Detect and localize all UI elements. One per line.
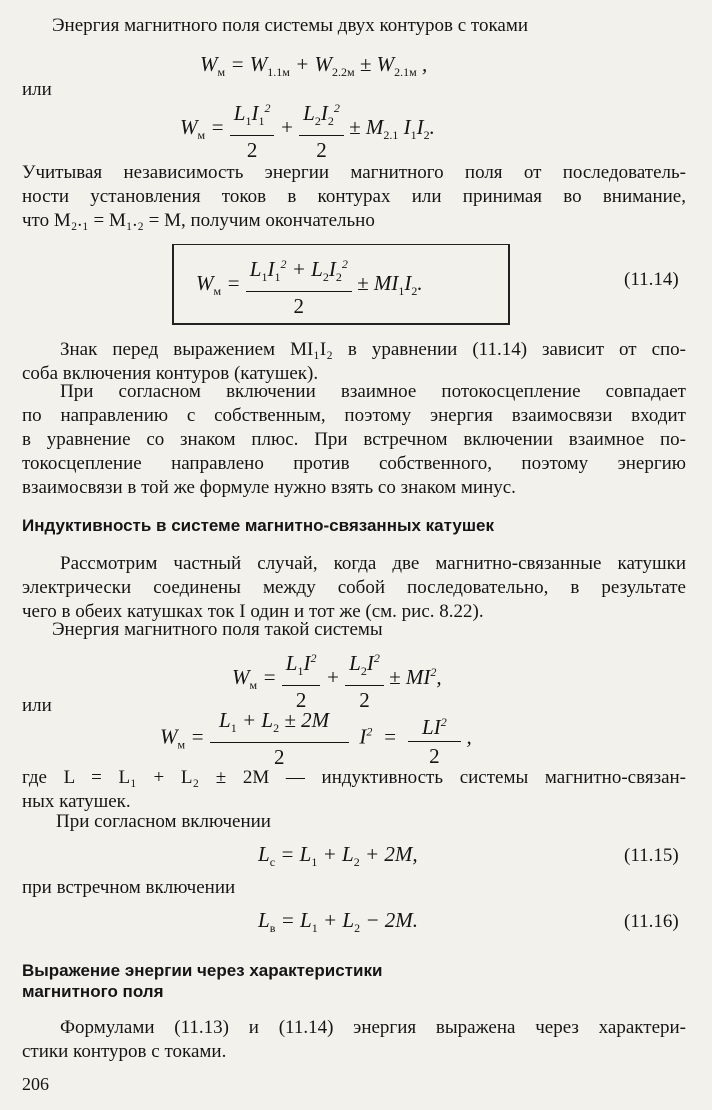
intro-text: Энергия магнитного поля системы двух контуров с токами: [52, 15, 529, 36]
para-sign-line-1: Знак перед выражением MI₁I₂ в уравнении (11.14) зависит от спо-: [60, 339, 686, 360]
formula-energy-inductance: $W_м$ = $\frac{L_1I_1^2}{2}$ + $\frac{L_2I_2^2}{2}$ ± $M_{2.1}$ $I_1I_2$.: [180, 96, 435, 162]
section-heading-field-energy-line-2: магнитного поля: [22, 982, 164, 1001]
formula-energy-sum: $W_м = W_{1.1м} + W_{2.2м} \pm W_{2.1м}$ ,: [200, 52, 428, 80]
formula-11-15: $L_с = L_1 + L_2 + 2M$,: [258, 842, 418, 870]
or-word-2: или: [22, 695, 52, 716]
para-independence-line-1: Учитывая независимость энергии магнитного поля от последователь-: [22, 162, 686, 183]
para-formulas-line-2: стики контуров с токами.: [22, 1041, 227, 1062]
para-consistent-connection: При согласном включении: [56, 811, 271, 832]
para-where-line-2: ных катушек.: [22, 791, 131, 812]
section-heading-field-energy-line-1: Выражение энергии через характеристики: [22, 961, 383, 980]
page-number: 206: [22, 1074, 49, 1094]
para-connection-line-5: взаимосвязи в той же формуле нужно взять со знаком минус.: [22, 477, 516, 498]
para-formulas-line-1: Формулами (11.13) и (11.14) энергия выражена через характери-: [60, 1017, 686, 1038]
para-special-case-line-3: чего в обеих катушках ток I один и тот же (см. рис. 8.22).: [22, 601, 484, 622]
para-opposite-connection: при встречном включении: [22, 877, 236, 898]
formula-energy-total-inductance: $W_м$ = $\frac{L_1 + L_2 \pm 2M}{2}$ $I^2$ = $\frac{LI^2}{2}$ ,: [160, 708, 472, 770]
para-independence-line-3: что M₂.₁ = M₁.₂ = M, получим окончательно: [22, 210, 375, 231]
equation-number-11-16: (11.16): [624, 911, 679, 932]
para-connection-line-4: токосцепление направлено против собственного, поэтому энергию: [22, 453, 686, 474]
or-word-1: или: [22, 79, 52, 100]
equation-number-11-15: (11.15): [624, 845, 679, 866]
para-special-case-line-1: Рассмотрим частный случай, когда две магнитно-связанные катушки: [60, 553, 686, 574]
formula-11-14: $W_м$ = $\frac{L_1I_1^2 + L_2I_2^2}{2}$ ± $MI_1I_2$.: [196, 252, 423, 318]
para-special-case-line-2: электрически соединены между собой последовательно, в результате: [22, 577, 686, 598]
para-connection-line-1: При согласном включении взаимное потокосцепление совпадает: [60, 381, 686, 402]
formula-energy-common-current: $W_м$ = $\frac{L_1I^2}{2}$ + $\frac{L_2I^2}{2}$ ± $MI^2$,: [232, 646, 442, 712]
formula-11-16: $L_в = L_1 + L_2 - 2M$.: [258, 908, 418, 936]
para-system-energy: Энергия магнитного поля такой системы: [52, 619, 383, 640]
equation-number-11-14: (11.14): [624, 269, 679, 290]
para-where-line-1: где L = L₁ + L₂ ± 2M — индуктивность системы магнитно-связан-: [22, 767, 686, 788]
para-independence-line-2: ности установления токов в контурах или принимая во внимание,: [22, 186, 686, 207]
section-heading-inductance: Индуктивность в системе магнитно-связанных катушек: [22, 516, 494, 535]
para-connection-line-2: по направлению с собственным, поэтому энергия взаимосвязи входит: [22, 405, 686, 426]
para-connection-line-3: в уравнение со знаком плюс. При встречном включении взаимное по-: [22, 429, 686, 450]
para-sign-line-2: соба включения контуров (катушек).: [22, 363, 319, 384]
